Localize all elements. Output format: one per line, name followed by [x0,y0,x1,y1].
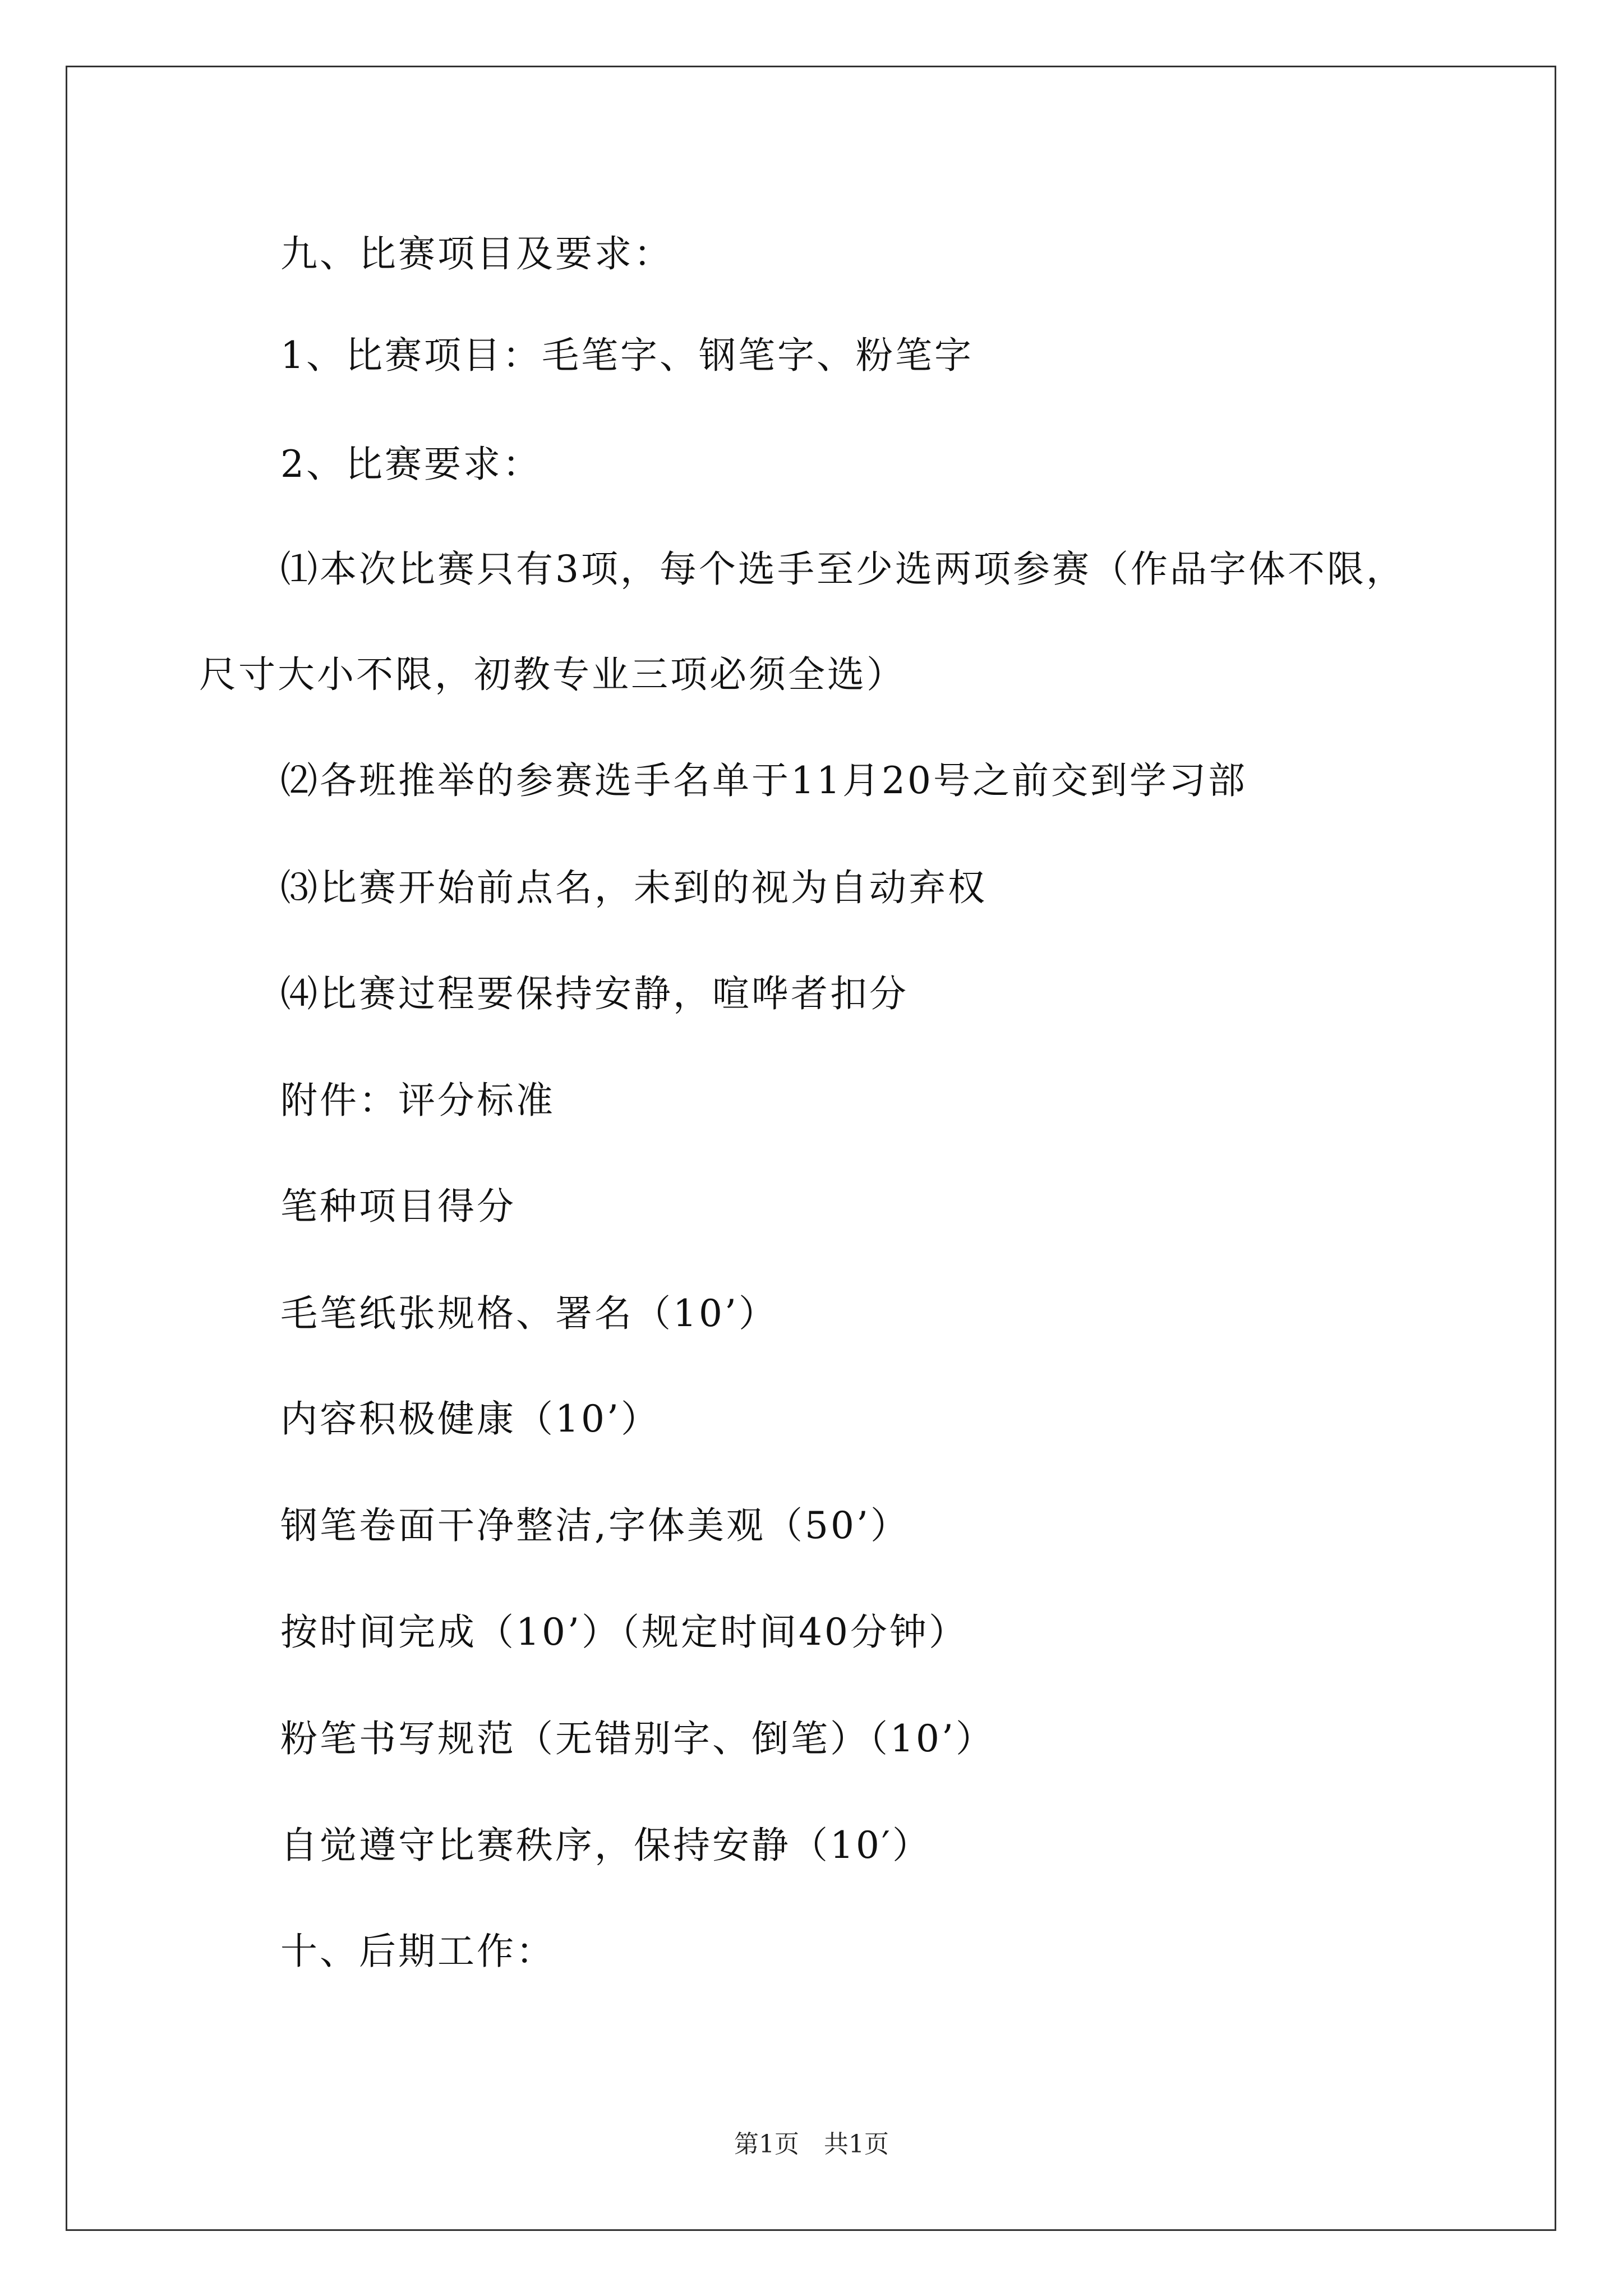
requirement-2: ⑵各班推举的参赛选手名单于11月20号之前交到学习部 [280,759,1247,802]
item-competition-events: 1、比赛项目：毛笔字、钢笔字、粉笔字 [280,334,974,377]
scoring-order: 自觉遵守比赛秩序，保持安静（10′） [280,1824,932,1867]
scoring-brush-format: 毛笔纸张规格、署名（10’） [280,1292,778,1335]
requirement-1-line-1: ⑴本次比赛只有3项，每个选手至少选两项参赛（作品字体不限， [280,547,1405,591]
requirement-1-line-2: 尺寸大小不限，初教专业三项必须全选） [199,653,906,696]
scoring-content: 内容积极健康（10’） [280,1397,660,1441]
attachment-title: 附件：评分标准 [280,1079,555,1122]
scoring-header: 笔种项目得分 [280,1185,516,1228]
page-footer: 第1页 共1页 [734,2130,889,2159]
scoring-pen-neatness: 钢笔卷面干净整洁,字体美观（50’） [280,1504,910,1547]
requirement-3: ⑶比赛开始前点名，未到的视为自动弃权 [280,866,987,909]
page-border [66,66,1556,2231]
scoring-chalk: 粉笔书写规范（无错别字、倒笔）（10’） [280,1717,995,1760]
requirement-4: ⑷比赛过程要保持安静，喧哗者扣分 [280,972,909,1015]
scoring-time: 按时间完成（10’）（规定时间40分钟） [280,1611,968,1654]
section-heading-nine: 九、比赛项目及要求： [280,232,673,275]
item-competition-requirements: 2、比赛要求： [280,443,542,486]
section-heading-ten: 十、后期工作： [280,1930,555,1973]
